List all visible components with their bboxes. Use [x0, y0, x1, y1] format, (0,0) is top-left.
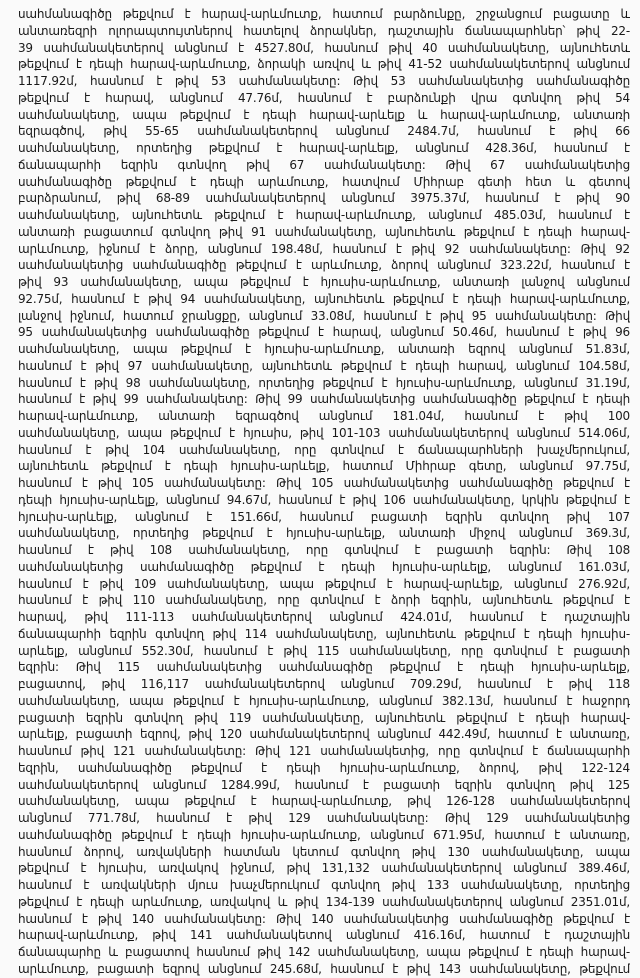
text-line: բարձրանում, թիվ 68-89 սահմանակետերով անցնում 3975.37մ, հասնում է թիվ 90: [18, 191, 630, 206]
text-line: սահմանագիծը թեքվում է դեպի հյուսիս-արևմուտք, անցնում 671.95մ, հատում է անտառը,: [18, 827, 630, 842]
text-line: թեքվում է հարավ, անցնում 47.76մ, հասնում է բարձունքի վրա գտնվող թիվ 54: [18, 90, 630, 105]
text-line: արևելք, բացատի եզրով, թիվ 120 սահմանակետերով անցնում 442.49մ, հատում է անտառը,: [18, 727, 630, 742]
text-line: անտառեզրի ոլորապտույտներով հատելով ձորակներ, դաշտային ճանապարհներ՝ թիվ 22-: [18, 23, 630, 38]
text-line: հարավ, թիվ 111-113 սահմանակետերով անցնում 424.01մ, հասնում է դաշտային: [18, 610, 630, 624]
text-line: հասնում թիվ 121 սահմանակետը: Թիվ 121 սահմանակետից, որը գտնվում է ճանապարհի: [18, 744, 630, 758]
text-line: հասնում է թիվ 98 սահմանակետը, որտեղից թեքվում է հյուսիս-արևմուտք, անցնում 31.19մ,: [18, 375, 630, 390]
text-line: հասնում է թիվ 110 սահմանակետը, որը գտնվում է ձորի եզրին, այնուհետև թեքվում է: [18, 593, 630, 608]
text-line: սահմանագիծը թեքվում է հարավ-արևմուտք, հատում բարձունքը, շրջանցում բացատը և: [18, 7, 630, 21]
text-line: հասնում է թիվ 108 սահմանակետը, որը գտնվում է բացատի եզրին: Թիվ 108: [18, 543, 630, 557]
text-line: հասնում է թիվ 109 սահմանակետը, ապա թեքվում է հարավ-արևելք, անցնում 276.92մ,: [18, 576, 630, 591]
text-line: 92.75մ, հասնում է թիվ 94 սահմանակետը, այնուհետև թեքվում է դեպի հարավ-արևմուտք,: [18, 291, 630, 306]
text-line: դեպի հյուսիս-արևելք, անցնում 94.67մ, հասնում է թիվ 106 սահմանակետը, կրկին թեքվում է: [18, 492, 630, 507]
text-line: հասնում է թիվ 97 սահմանակետը, այնուհետև թեքվում է դեպի հարավ, անցնում 104.58մ,: [18, 358, 630, 373]
text-line: հասնում ձորով, առվակների հատման կետում գտնվող թիվ 130 սահմանակետը, ապա: [18, 844, 630, 859]
text-line: սահմանակետը, որտեղից թեքվում է հյուսիս-արևելք, անտառի միջով անցնում 369.3մ,: [18, 526, 630, 541]
text-line: սահմանակետերով անցնում 1284.99մ, հասնում է բացատի եզրին գտնվող թիվ 125: [18, 777, 630, 792]
text-line: սահմանակետը, ապա թեքվում է հյուսիս-արևմուտք, անտառի եզրով անցնում 51.83մ,: [18, 342, 630, 356]
text-line: թիվ 93 սահմանակետը, ապա թեքվում է հյուսիս-արևմուտք, անտառի լանջով անցնում: [18, 275, 630, 289]
text-line: արևմուտք, բացատի եզրով անցնում 245.68մ, հասնում է թիվ 143 սահմանակետը, թեքվում: [18, 961, 630, 976]
text-line: բացատով, թիվ 116,117 սահմանակետերով անցնում 709.29մ, հասնում է թիվ 118: [18, 677, 630, 691]
text-line: սահմանակետը, որտեղից թեքվում է հարավ-արևելք, անցնում 428.36մ, հասնում է: [18, 141, 630, 155]
text-line: եզրին: Թիվ 115 սահմանակետից սահմանագիծը թեքվում է դեպի հյուսիս-արևելք,: [18, 660, 630, 675]
text-line: 39 սահմանակետերով անցնում է 4527.80մ, հասնում թիվ 40 սահմանակետը, այնուհետև: [18, 40, 630, 55]
text-line: սահմանակետը, ապա թեքվում է հյուսիս, թիվ 101-103 սահմանակետերով անցնում 514.06մ,: [18, 425, 630, 440]
text-line: սահմանագիծը թեքվում է դեպի արևմուտք, հատվում Միհրաբ գետի հետ և գետով: [18, 174, 630, 189]
text-line: 95 սահմանակետից սահմանագիծը թեքվում է հարավ, անցնում 50.46մ, հասնում է թիվ 96: [18, 325, 630, 340]
text-line: հասնում է առվակների մյուս խաչմերուկում գտնվող թիվ 133 սահմանակետը, որտեղից: [18, 878, 630, 892]
text-line: հասնում է թիվ 104 սահմանակետը, որը գտնվում է ճանապարհների խաչմերուկում,: [18, 442, 630, 457]
text-line: թեքվում է դեպի հարավ-արևմուտք, ձորակի առվով և թիվ 41-52 սահմանակետերով անցնում: [18, 57, 630, 72]
document-body: [18, 6, 630, 978]
text-line: հասնում է թիվ 105 սահմանակետը: Թիվ 105 սահմանակետից սահմանագիծը թեքվում է: [18, 476, 630, 490]
text-line: անցնում 771.78մ, հասնում է թիվ 129 սահմանակետը: Թիվ 129 սահմանակետից: [18, 811, 630, 825]
text-line: արևելք, անցնում 552.30մ, հասնում է թիվ 115 սահմանակետը, որը գտնվում է բացատի: [18, 643, 630, 658]
text-line: արևմուտք, իջնում է ձորը, անցնում 198.48մ, հասնում է թիվ 92 սահմանակետը: Թիվ 92: [18, 241, 630, 256]
text-line: ճանապարհը և բացատով հասնում թիվ 142 սահմանակետը, ապա թեքվում է դեպի հարավ-: [18, 945, 630, 959]
text-line: սահմանակետը, ապա թեքվում է դեպի հարավ-արևելք և հարավ-արևմուտք, անտառի: [18, 107, 630, 122]
text-line: սահմանակետից սահմանագիծը թեքվում է դեպի հյուսիս-արևելք, անցնում 161.03մ,: [18, 559, 630, 574]
text-line: հարավ-արևմուտք, անտառի եզրագծով անցնում 181.04մ, հասնում է թիվ 100: [18, 409, 630, 423]
text-line: թեքվում է հյուսիս, առվակով իջնում, թիվ 131,132 սահմանակետերով անցնում 389.46մ,: [18, 861, 630, 876]
text-line: բացատի եզրին գտնվող թիվ 119 սահմանակետը, այնուհետև թեքվում է դեպի հարավ-: [18, 710, 630, 725]
text-line: ճանապարհի եզրին գտնվող թիվ 114 սահմանակետը, այնուհետև թեքվում է դեպի հյուսիս-: [18, 626, 630, 641]
text-line: հարավ-արևմուտք, թիվ 141 սահմանակետով անցնում 416.16մ, հատում է դաշտային: [18, 928, 630, 943]
text-line: սահմանակետը, ապա թեքվում է հյուսիս-արևմուտք, անցնում 382.13մ, հասնում է հաջորդ: [18, 693, 630, 708]
text-line: լանջով իջնում, հատում ջրանցքը, անցնում 33.08մ, հասնում է թիվ 95 սահմանակետը: Թիվ: [18, 308, 630, 323]
text-line: սահմանակետը, ապա թեքվում է հարավ-արևմուտք, թիվ 126-128 սահմանակետերով: [18, 794, 630, 809]
text-line: հասնում է թիվ 99 սահմանակետը: Թիվ 99 սահմանակետից սահմանագիծը թեքվում է դեպի: [18, 392, 630, 407]
text-line: հասնում է թիվ 140 սահմանակետը: Թիվ 140 սահմանակետից սահմանագիծը թեքվում է: [18, 911, 630, 926]
text-line: այնուհետև թեքվում է դեպի հյուսիս-արևելք, հատում Միհրաբ գետը, անցնում 97.75մ,: [18, 459, 630, 474]
text-line: 1117.92մ, հասնում է թիվ 53 սահմանակետը: Թիվ 53 սահմանակետից սահմանագիծը: [18, 74, 630, 88]
text-line: սահմանակետը, այնուհետև թեքվում է հարավ-արևմուտք, անցնում 485.03մ, հասնում է: [18, 208, 630, 222]
text-line: հյուսիս-արևելք, անցնում է 151.66մ, հասնում բացատի եզրին գտնվող թիվ 107: [18, 509, 630, 524]
text-line: ճանապարհի եզրին գտնվող թիվ 67 սահմանակետը: Թիվ 67 սահմանակետից: [18, 157, 630, 172]
text-line: թեքվում է դեպի արևմուտք, առվակով և թիվ 134-139 սահմանակետերով անցնում 2351.01մ,: [18, 894, 630, 909]
text-line: եզրագծով, թիվ 55-65 սահմանակետերով անցնում 2484.7մ, հասնում է թիվ 66: [18, 124, 630, 139]
text-line: սահմանակետից սահմանագիծը թեքվում է արևմուտք, ձորով անցնում 323.22մ, հասնում է: [18, 258, 630, 273]
text-line: անտառի բացատում գտնվող թիվ 91 սահմանակետը, այնուհետև թեքվում է դեպի հարավ-: [18, 224, 630, 239]
text-line: եզրին, սահմանագիծը թեքվում է դեպի հյուսիս-արևմուտք, ձորով, թիվ 122-124: [18, 760, 630, 775]
